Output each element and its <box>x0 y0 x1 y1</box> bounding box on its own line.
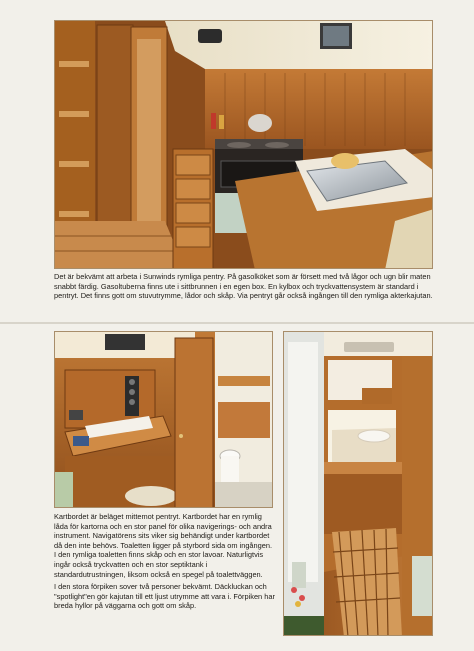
galley-illustration <box>55 21 433 269</box>
forepeak-photo <box>283 331 433 636</box>
forepeak-illustration <box>284 332 433 636</box>
galley-caption: Det är bekvämt att arbeta i Sunwinds rymliga pentry. På gasolköket som är försett med två lågor och ugn blir maten snabbt färdig. Gasoltuberna finns ute i sittbrunnen i en egen box. En kylbox och tryckvattensystem är standard i pentryt. Det finns gott om stuvutrymme, lådor och skåp. Via pentryt går också ingången till den rymliga akterkajutan. <box>54 272 433 301</box>
chart-table-illustration <box>55 332 273 508</box>
forepeak-paragraph: I den stora förpiken sover två personer bekvämt. Däckluckan och "spotlight"en gör kajutan till ett ljust utrymme att vara i. Förpiken har breda hyllor på väggarna och gott om skåp. <box>54 582 275 611</box>
chart-table-photo <box>54 331 273 508</box>
chart-table-paragraph: Kartbordet är beläget mittemot pentryt. Kartbordet har en rymlig låda för kartorna och en stor panel för olika navigerings- och andra instrument. Navigatörens sits viker sig behändigt under kartbordet då den inte behövs. Toaletten ligger på styrbord sida om ingången. I den rymliga toaletten finns skåp och en stor lavoar. Naturligtvis ingår också tryckvatten och en stor septiktank i standardutrustningen, liksom också en spegel på toalettväggen. <box>54 512 273 579</box>
page-fold <box>0 322 474 324</box>
galley-photo <box>54 20 433 269</box>
chart-table-caption <box>54 512 276 614</box>
